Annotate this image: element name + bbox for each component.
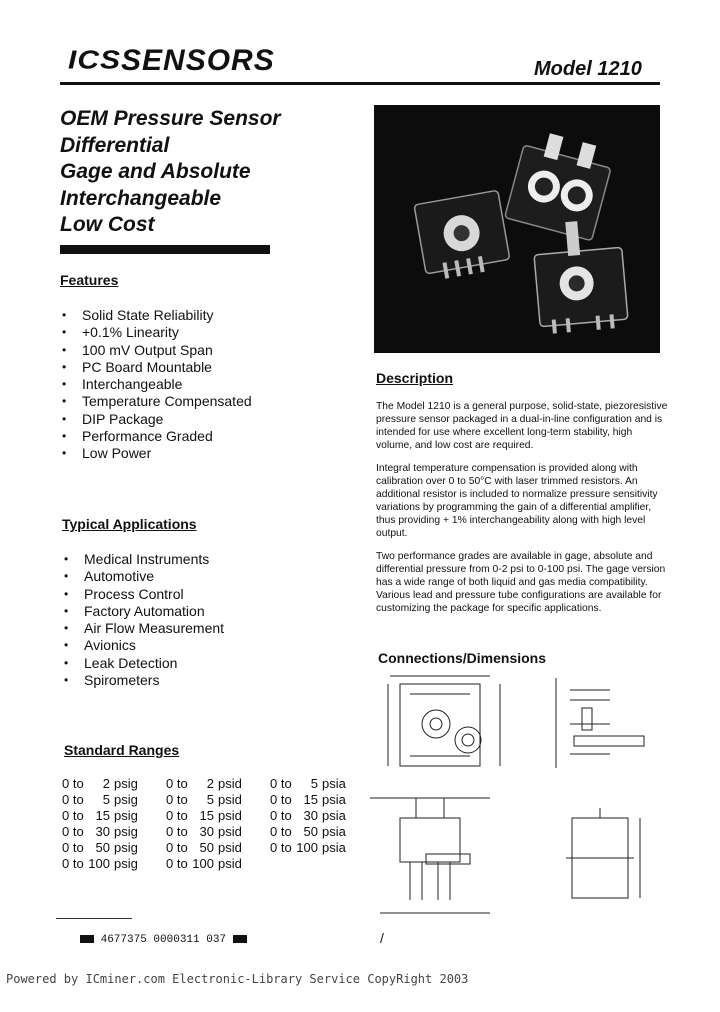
list-item: • PC Board Mountable: [60, 359, 252, 376]
range-value: 15: [95, 808, 110, 823]
range-value: 5: [102, 792, 110, 807]
range-unit: psid: [218, 808, 242, 823]
range-unit: psig: [114, 776, 138, 791]
model-number: Model 1210: [534, 58, 642, 80]
range-unit: psig: [114, 856, 138, 871]
range-from: [270, 856, 296, 872]
range-value: 30: [303, 808, 318, 823]
list-item: • Performance Graded: [60, 428, 252, 445]
dimension-drawings: [360, 668, 670, 935]
barcode-line: [80, 934, 247, 946]
ranges-heading: Standard Ranges: [64, 742, 180, 758]
range-value: 50: [303, 824, 318, 839]
list-item: • Spirometers: [62, 672, 224, 689]
range-row: [62, 808, 374, 824]
range-unit: psig: [114, 840, 138, 855]
list-item: • Low Power: [60, 445, 252, 462]
range-value: 100: [88, 856, 110, 871]
range-unit: psig: [114, 824, 138, 839]
title-line: Gage and Absolute: [60, 160, 251, 183]
barcode-text: 4677375 0000311 037: [100, 934, 227, 946]
description-paragraph: The Model 1210 is a general purpose, solid-state, piezoresistive pressure sensor packaged in a dual-in-line configuration and is intended for use where excellent long-term stability, high volume, and low cost are required.: [376, 401, 668, 451]
range-value: 15: [303, 792, 318, 807]
range-unit: psid: [218, 792, 242, 807]
range-unit: psid: [218, 824, 242, 839]
range-unit: psia: [322, 776, 346, 791]
list-item: • 100 mV Output Span: [60, 342, 252, 359]
range-unit: psig: [114, 792, 138, 807]
range-unit: psia: [322, 840, 346, 855]
list-item: • Temperature Compensated: [60, 393, 252, 410]
range-unit: psid: [218, 856, 242, 871]
list-item: • Interchangeable: [60, 376, 252, 393]
applications-heading: Typical Applications: [62, 516, 197, 532]
features-list: [60, 307, 252, 463]
logo-sensors-text: ENSORS: [142, 44, 275, 77]
range-row: [62, 856, 374, 872]
range-value: 100: [192, 856, 214, 871]
description-body: [376, 400, 668, 625]
powered-by-text: Powered by ICminer.com Electronic-Library Service CopyRight 2003: [6, 972, 469, 986]
range-value: 50: [95, 840, 110, 855]
range-from: 0 to: [166, 776, 188, 791]
product-title: [60, 106, 281, 239]
list-item: • Avionics: [62, 637, 224, 654]
range-from: 0 to: [62, 792, 84, 807]
description-paragraph: Two performance grades are available in gage, absolute and differential pressure from 0-2 psi to 0-100 psi. The gage version has a wide range of both liquid and gas media compatibility. Various lead and pressure tube configurations are available for customizing the package for specific applications.: [376, 551, 666, 614]
list-item: • Solid State Reliability: [60, 307, 252, 324]
range-row: [62, 840, 374, 856]
applications-list: [62, 551, 224, 689]
range-value: 100: [296, 840, 318, 855]
range-row: [62, 824, 374, 840]
barcode-block: [80, 935, 94, 943]
range-from: 0 to: [62, 808, 84, 823]
features-heading: Features: [60, 272, 119, 288]
range-value: 30: [95, 824, 110, 839]
range-from: 0 to: [62, 824, 84, 839]
list-item: • Air Flow Measurement: [62, 620, 224, 637]
range-value: 2: [102, 776, 110, 791]
list-item: • Medical Instruments: [62, 551, 224, 568]
range-value: 15: [199, 808, 214, 823]
range-unit: psig: [114, 808, 138, 823]
description-paragraph: Integral temperature compensation is provided along with calibration over 0 to 50°C with laser trimmed resistors. An additional resistor is included to normalize pressure sensitivity variations by programming the gain of a differential amplifier, thus providing + 1% interchangeability along with high level output.: [376, 463, 658, 539]
range-value: [296, 856, 318, 872]
range-unit: psia: [322, 792, 346, 807]
range-from: 0 to: [270, 824, 292, 839]
list-item: • Automotive: [62, 568, 224, 585]
range-unit: psia: [322, 824, 346, 839]
range-value: 30: [199, 824, 214, 839]
list-item: • Process Control: [62, 586, 224, 603]
range-from: 0 to: [166, 792, 188, 807]
logo-ics-text: ICS: [68, 46, 122, 75]
title-bar: [60, 245, 270, 254]
title-line: Interchangeable: [60, 186, 222, 210]
title-line: Low Cost: [60, 213, 155, 236]
list-item: • DIP Package: [60, 411, 252, 428]
range-from: 0 to: [166, 840, 188, 855]
footer-rule: [56, 918, 132, 919]
ranges-table: [62, 776, 374, 872]
range-unit: psid: [218, 840, 242, 855]
barcode-block: [233, 935, 247, 943]
header-rule: [60, 82, 660, 85]
footer-slash: /: [380, 930, 384, 946]
range-from: 0 to: [62, 776, 84, 791]
range-from: 0 to: [62, 856, 84, 871]
range-from: 0 to: [270, 808, 292, 823]
range-value: 50: [199, 840, 214, 855]
range-value: 2: [206, 776, 214, 791]
range-row: [62, 792, 374, 808]
range-from: 0 to: [270, 792, 292, 807]
title-line: OEM Pressure Sensor: [60, 107, 281, 130]
range-unit: psia: [322, 808, 346, 823]
connections-heading: Connections/Dimensions: [378, 650, 547, 666]
description-heading: Description: [376, 370, 454, 386]
logo-s-glyph: S: [121, 44, 143, 77]
company-logo: [68, 46, 275, 76]
range-value: 5: [310, 776, 318, 791]
range-from: 0 to: [166, 824, 188, 839]
range-from: 0 to: [166, 808, 188, 823]
range-from: 0 to: [270, 840, 292, 855]
list-item: • Leak Detection: [62, 655, 224, 672]
range-unit: psid: [218, 776, 242, 791]
range-row: [62, 776, 374, 792]
product-photo: [374, 105, 660, 353]
title-line: Differential: [60, 133, 170, 157]
list-item: • Factory Automation: [62, 603, 224, 620]
range-from: 0 to: [270, 776, 292, 791]
range-from: 0 to: [62, 840, 84, 855]
range-from: 0 to: [166, 856, 188, 871]
list-item: • +0.1% Linearity: [60, 324, 252, 341]
range-value: 5: [206, 792, 214, 807]
